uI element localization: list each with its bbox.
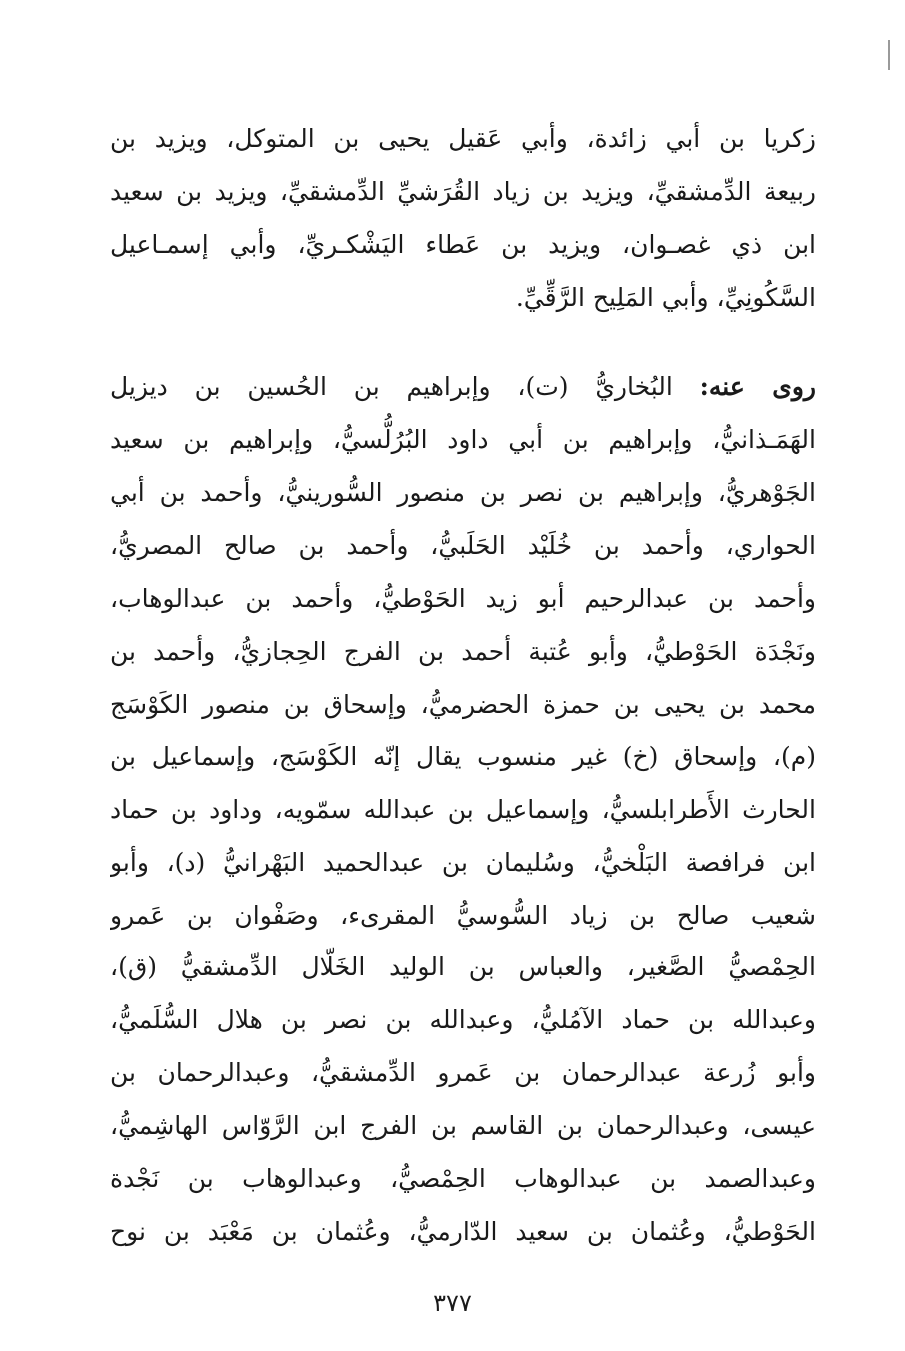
text-line: عيسى، وعبدالرحمان بن القاسم بن الفرج ابن الرَّوّاس الهاشِميُّ،: [110, 1111, 816, 1140]
text-line: ربيعة الدِّمشقيِّ، ويزيد بن زياد القُرَشيِّ الدِّمشقيِّ، ويزيد بن سعيد: [110, 177, 816, 206]
text-line: وأحمد بن عبدالرحيم أبو زيد الحَوْطيُّ، وأحمد بن عبدالوهاب،: [110, 584, 816, 613]
paragraph-narrated-from-him: [110, 360, 816, 731]
text-line: ابن ذي غصـوان، ويزيد بن عَطاء اليَشْكـريِّ، وأبي إسمـاعيل: [110, 230, 816, 259]
text-line: الحَوْطيُّ، وعُثمان بن سعيد الدّارميُّ، وعُثمان بن مَعْبَد بن نوح: [110, 1217, 816, 1246]
text-line: زكريا بن أبي زائدة، وأبي عَقيل يحيى بن المتوكل، ويزيد بن: [110, 124, 816, 153]
text-line: (م)، وإسحاق (خ) غير منسوب يقال إنّه الكَوْسَج، وإسماعيل بن: [110, 742, 816, 771]
page-edge-mark: [888, 40, 890, 70]
text-line: ونَجْدَة الحَوْطيُّ، وأبو عُتبة أحمد بن الفرج الحِجازيُّ، وأحمد بن: [110, 637, 816, 666]
paragraph-teachers-continued: [110, 112, 816, 324]
text-line: السَّكُونِيِّ، وأبي المَلِيح الرَّقِّيِّ.: [515, 283, 816, 312]
text-line: محمد بن يحيى بن حمزة الحضرميُّ، وإسحاق بن منصور الكَوْسَج: [110, 690, 816, 719]
text-line: الحواري، وأحمد بن خُلَيْد الحَلَبيُّ، وأحمد بن صالح المصريُّ،: [110, 531, 816, 560]
text-line: وأبو زُرعة عبدالرحمان بن عَمرو الدِّمشقيُّ، وعبدالرحمان بن: [110, 1058, 816, 1087]
section-lead-label: روى عنه:: [699, 372, 816, 401]
text-line-rest: البُخاريُّ (ت)، وإبراهيم بن الحُسين بن ديزيل: [110, 372, 700, 401]
text-line: وعبدالصمد بن عبدالوهاب الحِمْصيُّ، وعبدالوهاب بن نَجْدة: [110, 1164, 816, 1193]
page-number: ٣٧٧: [433, 1289, 472, 1317]
text-line: الحارث الأَطرابلسيُّ، وإسماعيل بن عبدالله سمّويه، وداود بن حماد: [110, 795, 816, 824]
text-line: وعبدالله بن حماد الآمُليُّ، وعبدالله بن نصر بن هلال السُّلَميُّ،: [110, 1005, 816, 1034]
text-line-with-lead: [110, 360, 816, 413]
text-line: الحِمْصيُّ الصَّغير، والعباس بن الوليد الخَلّال الدِّمشقيُّ (ق)،: [110, 952, 816, 981]
text-line: الهَمَـذانيُّ، وإبراهيم بن أبي داود البُرُلُّسيُّ، وإبراهيم بن سعيد: [110, 425, 816, 454]
text-line: الجَوْهريُّ، وإبراهيم بن نصر بن منصور السُّورينيُّ، وأحمد بن أبي: [110, 478, 816, 507]
text-line: ابن فرافصة البَلْخيُّ، وسُليمان بن عبدالحميد البَهْرانيُّ (د)، وأبو: [110, 848, 816, 877]
paragraph-narrators-continued: [110, 730, 816, 942]
paragraph-narrators-continued-2: [110, 940, 816, 1258]
text-line: شعيب صالح بن زياد السُّوسيُّ المقرىء، وصَفْوان بن عَمرو: [110, 901, 816, 930]
